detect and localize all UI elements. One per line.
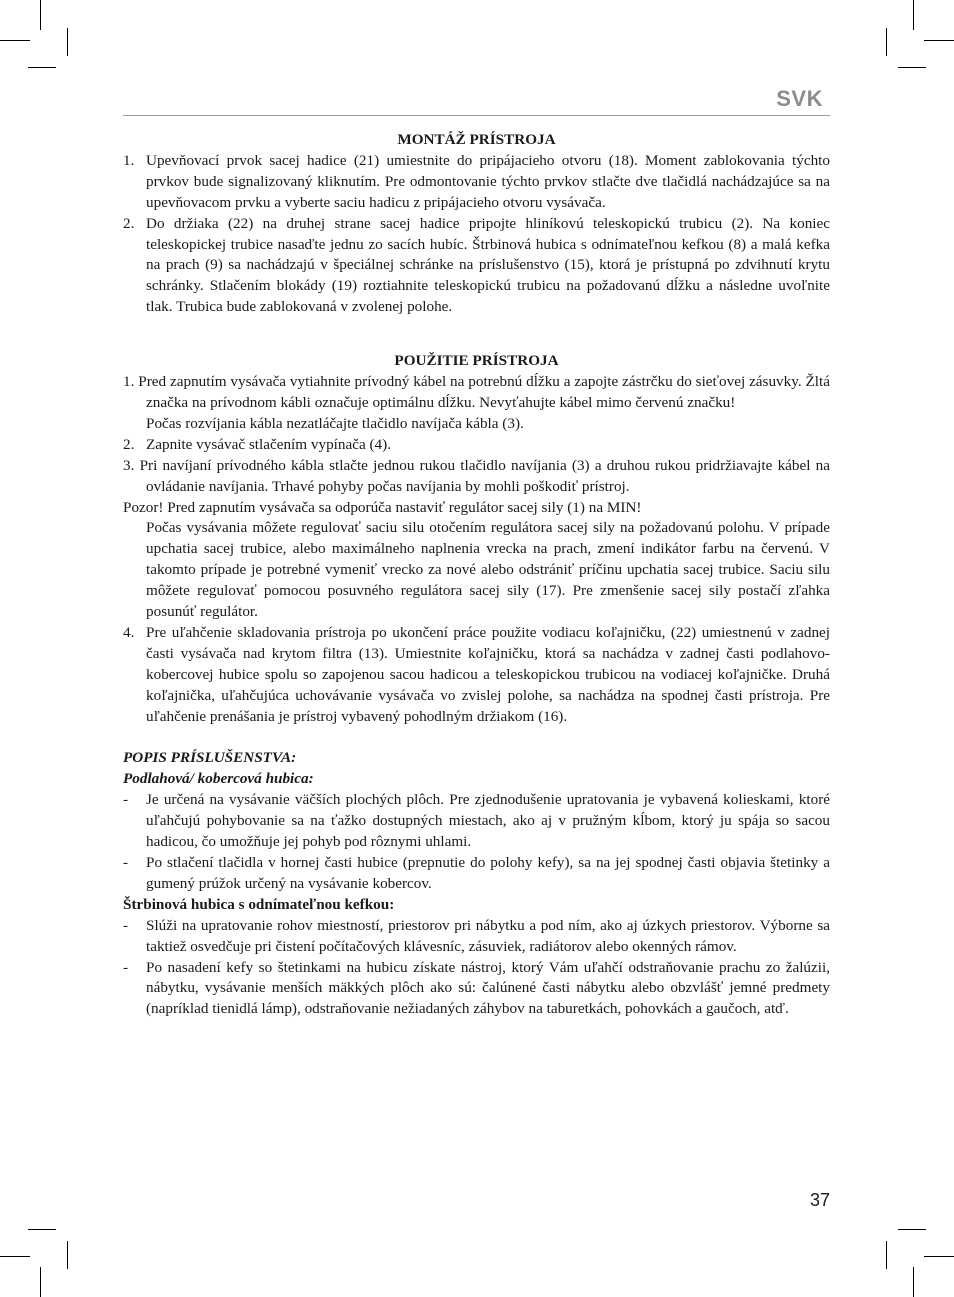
page-content xyxy=(123,130,830,1020)
warning-text: Pozor! Pred zapnutím vysávača sa odporúča nastaviť regulátor sacej sily (1) na MIN! xyxy=(123,498,642,516)
crop-mark xyxy=(886,28,887,56)
dash-bullet: - xyxy=(123,854,129,871)
section-title-accessories: POPIS PRÍSLUŠENSTVA: xyxy=(123,749,297,767)
dash-bullet: - xyxy=(123,916,129,934)
list-item xyxy=(123,853,830,895)
crop-mark xyxy=(28,67,56,68)
crop-mark xyxy=(898,1229,926,1230)
list-item: 3. Pri navíjaní prívodného kábla stlačte jednou rukou tlačidlo navíjania (3) a druhou rukou pridržiavajte kábel na ovládanie navíjania. Trhavé pohyby počas navíjania by mohli poškodiť prístroj. xyxy=(123,456,830,495)
spacer xyxy=(123,318,830,351)
item-number: 2. xyxy=(123,214,135,232)
crop-mark xyxy=(924,1256,954,1257)
crop-mark xyxy=(924,40,954,41)
crop-mark xyxy=(28,1229,56,1230)
dash-bullet: - xyxy=(123,958,129,976)
list-item: 1. Pred zapnutím vysávača vytiahnite prívodný kábel na potrebnú dĺžku a zapojte zástrčku do sieťovej zásuvky. Žltá značka na prívodnom kábli označuje optimálnu dĺžku. Nevyťahujte kábel mimo červenú značku! xyxy=(123,373,830,411)
crop-mark xyxy=(40,1267,41,1297)
subsection-title-floor-nozzle: Podlahová/ kobercová hubica: xyxy=(123,770,314,788)
crop-mark xyxy=(886,1241,887,1269)
crop-mark xyxy=(40,0,41,30)
crop-mark xyxy=(898,67,926,68)
list-item xyxy=(123,958,830,1021)
list-item xyxy=(123,623,830,728)
section-title-usage: POUŽITIE PRÍSTROJA xyxy=(394,352,559,370)
list-item xyxy=(123,151,830,214)
item-text: Zapnite vysávač stlačením vypínača (4). xyxy=(146,435,392,453)
crop-mark xyxy=(0,40,30,41)
list-item xyxy=(123,916,830,958)
spacer xyxy=(123,727,830,748)
item-number: 1. xyxy=(123,151,135,169)
warning-note: Počas vysávania môžete regulovať saciu silu otočením regulátora sacej sily na požadovanú polohu. V prípade upchatia sacej trubice, alebo maximálneho naplnenia vrecka na prach, zmení indikátor farbu na červenú. V takomto prípade je potrebné vymeniť vrecko za nové alebo odstrániť príčinu upchatia sacej trubice. Saciu silu môžete regulovať pomocou posuvného regulátora sacej sily (17). Pre zmenšenie sacej sily postačí zľahka posunúť regulátor. xyxy=(146,519,830,621)
section-title-assembly: MONTÁŽ PRÍSTROJA xyxy=(397,131,556,148)
crop-mark xyxy=(67,28,68,56)
item-text: Po stlačení tlačidla v hornej časti hubice (prepnutie do polohy kefy), sa na jej spodnej časti objavia štetinky a gumený prúžok určený na vysávanie kobercov. xyxy=(146,854,830,892)
list-item-note: Počas rozvíjania kábla nezatláčajte tlačidlo navíjača kábla (3). xyxy=(146,414,524,432)
crop-mark xyxy=(913,1267,914,1297)
language-code: SVK xyxy=(776,86,823,111)
list-item xyxy=(123,790,830,853)
item-text: Upevňovací prvok sacej hadice (21) umiestnite do pripájacieho otvoru (18). Moment zablokovania týchto prvkov bude signalizovaný kliknutím. Pre odmontovanie týchto prvkov stlačte dve tlačidlá nachádzajúce sa na upevňovacom prvku a vyberte saciu hadicu z pripájacieho otvoru vysávača. xyxy=(146,151,830,211)
item-number: 4. xyxy=(123,623,135,641)
list-item xyxy=(123,435,830,456)
item-text: Do držiaka (22) na druhej strane sacej hadice pripojte hliníkovú teleskopickú trubicu (2). Na koniec teleskopickej trubice nasaďte jednu zo sacích hubíc. Štrbinová hubica s odnímateľnou kefkou (8) a malá kefka na prach (9) sa nachádzajú v špeciálnej schránke na príslušenstvo (15), ktorá je prístupná po zdvihnutí krytu schránky. Stlačením blokády (19) roztiahnite teleskopickú trubicu na požadovanú dĺžku a následne uvoľnite tlak. Trubica bude zablokovaná v zvolenej polohe. xyxy=(146,214,830,316)
subsection-title-crevice-nozzle: Štrbinová hubica s odnímateľnou kefkou: xyxy=(123,895,395,913)
crop-mark xyxy=(67,1241,68,1269)
item-text: Po nasadení kefy so štetinkami na hubicu získate nástroj, ktorý Vám uľahčí odstraňovanie prachu zo žalúzii, nábytku, vysávanie menších mäkkých plôch ako sú: čalúnené časti nábytku alebo obzvlášť jemné predmety (napríklad tienidlá lámp), odstraňovanie nežiadaných záhybov na taburetkách, pohovkách a gaučoch, atď. xyxy=(146,958,830,1018)
crop-mark xyxy=(0,1256,30,1257)
list-item xyxy=(123,214,830,319)
item-text: Slúži na upratovanie rohov miestností, priestorov pri nábytku a pod ním, ako aj úzkych priestorov. Výborne sa taktiež osvedčuje pri čistení počítačových klávesníc, zásuviek, radiátorov alebo okenných rámov. xyxy=(146,916,830,955)
page-number: 37 xyxy=(809,1190,830,1210)
item-number: 2. xyxy=(123,435,135,453)
item-text: Pre uľahčenie skladovania prístroja po ukončení práce použite vodiacu koľajničku, (22) umiestnenú v zadnej časti vysávača nad krytom filtra (13). Umiestnite koľajničku, ktorá sa nachádza v zadnej časti podlahovo-kobercovej hubice spolu so zapojenou sacou hadicou a teleskopickou trubicou na vodiacej koľajničke. Druhá koľajnička, uľahčujúca uchovávanie vysávača vo zvislej polohe, sa nachádza na spodnej časti prístroja. Pre uľahčenie prenášania je prístroj vybavený pohodlným držiakom (16). xyxy=(146,623,830,725)
header-rule xyxy=(123,115,830,116)
dash-bullet: - xyxy=(123,791,129,809)
crop-mark xyxy=(913,0,914,30)
item-text: Je určená na vysávanie väčších plochých plôch. Pre zjednodušenie upratovania je vybavená kolieskami, ktoré uľahčujú pohybovanie sa na ťažko dostupných miestach, ako aj v pružným kĺbom, ktorý ju spája so sacou hadicou, čo umožňuje jej pohyb pod rôznymi uhlami. xyxy=(146,791,830,851)
